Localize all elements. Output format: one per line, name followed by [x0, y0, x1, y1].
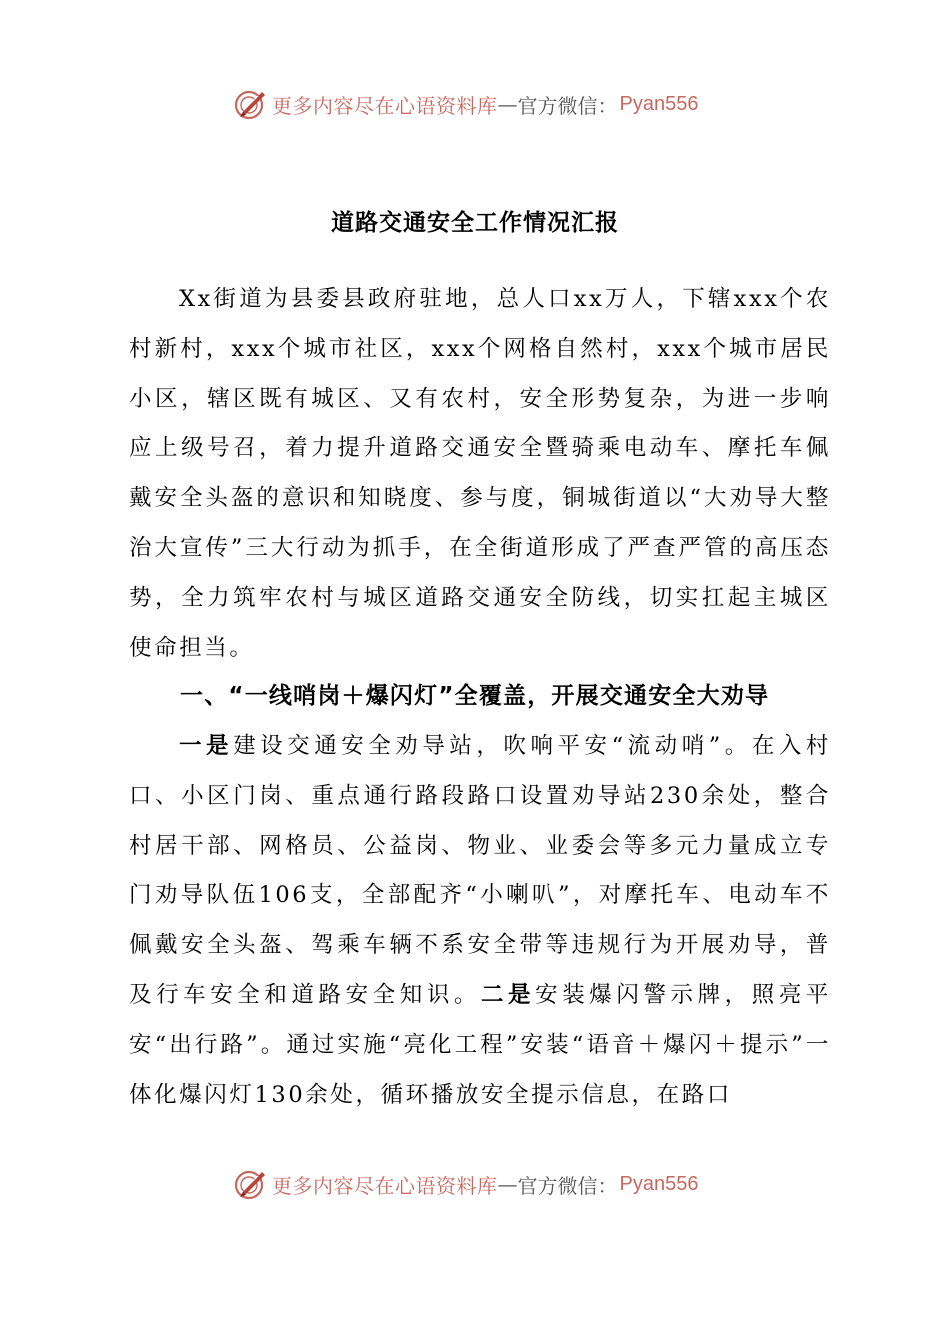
item1-label: 一是: [179, 733, 234, 759]
banner-title: 更多内容尽在心语资料库: [272, 1173, 498, 1198]
banner-title: 更多内容尽在心语资料库: [272, 93, 498, 118]
banner-wechat-id: Pyan556: [619, 92, 699, 115]
quill-pen-logo-icon: [232, 86, 268, 122]
header-banner: [232, 84, 698, 124]
section-paragraph: [129, 722, 831, 1120]
banner-wechat-id: Pyan556: [619, 1172, 699, 1195]
banner-wechat-label: 官方微信：: [517, 93, 618, 118]
item1-text: 建设交通安全劝导站，吹响平安“流动哨”。在入村口、小区门岗、重点通行路段路口设置劝导站230余处，整合村居干部、网格员、公益岗、物业、业委会等多元力量成立专门劝导队伍106支，全部配齐“小喇叭”，对摩托车、电动车不佩戴安全头盔、驾乘车辆不系安全带等违规行为开展劝导，普及行车安全和道路安全知识。: [129, 733, 831, 1008]
footer-banner: [232, 1164, 698, 1204]
banner-dash: —: [497, 1172, 518, 1196]
banner-dash: —: [497, 92, 518, 116]
document-title: 道路交通安全工作情况汇报: [331, 210, 619, 236]
item2-label: 二是: [480, 981, 536, 1008]
banner-wechat-label: 官方微信：: [517, 1173, 618, 1198]
intro-paragraph: Xx街道为县委县政府驻地，总人口xx万人，下辖xxx个农村新村，xxx个城市社区，xxx个网格自然村，xxx个城市居民小区，辖区既有城区、又有农村，安全形势复杂，为进一步响应上级号召，着力提升道路交通安全暨骑乘电动车、摩托车佩戴安全头盔的意识和知晓度、参与度，铜城街道以“大劝导大整治大宣传”三大行动为抓手，在全街道形成了严查严管的高压态势，全力筑牢农村与城区道路交通安全防线，切实扛起主城区使命担当。: [129, 286, 831, 661]
section-heading: 一、“一线哨岗＋爆闪灯”全覆盖，开展交通安全大劝导: [180, 683, 770, 709]
item2-text: 安装爆闪警示牌，照亮平安“出行路”。通过实施“亮化工程”安装“语音＋爆闪＋提示”一体化爆闪灯130余处，循环播放安全提示信息，在路口: [129, 981, 831, 1108]
quill-pen-logo-icon: [232, 1166, 268, 1202]
